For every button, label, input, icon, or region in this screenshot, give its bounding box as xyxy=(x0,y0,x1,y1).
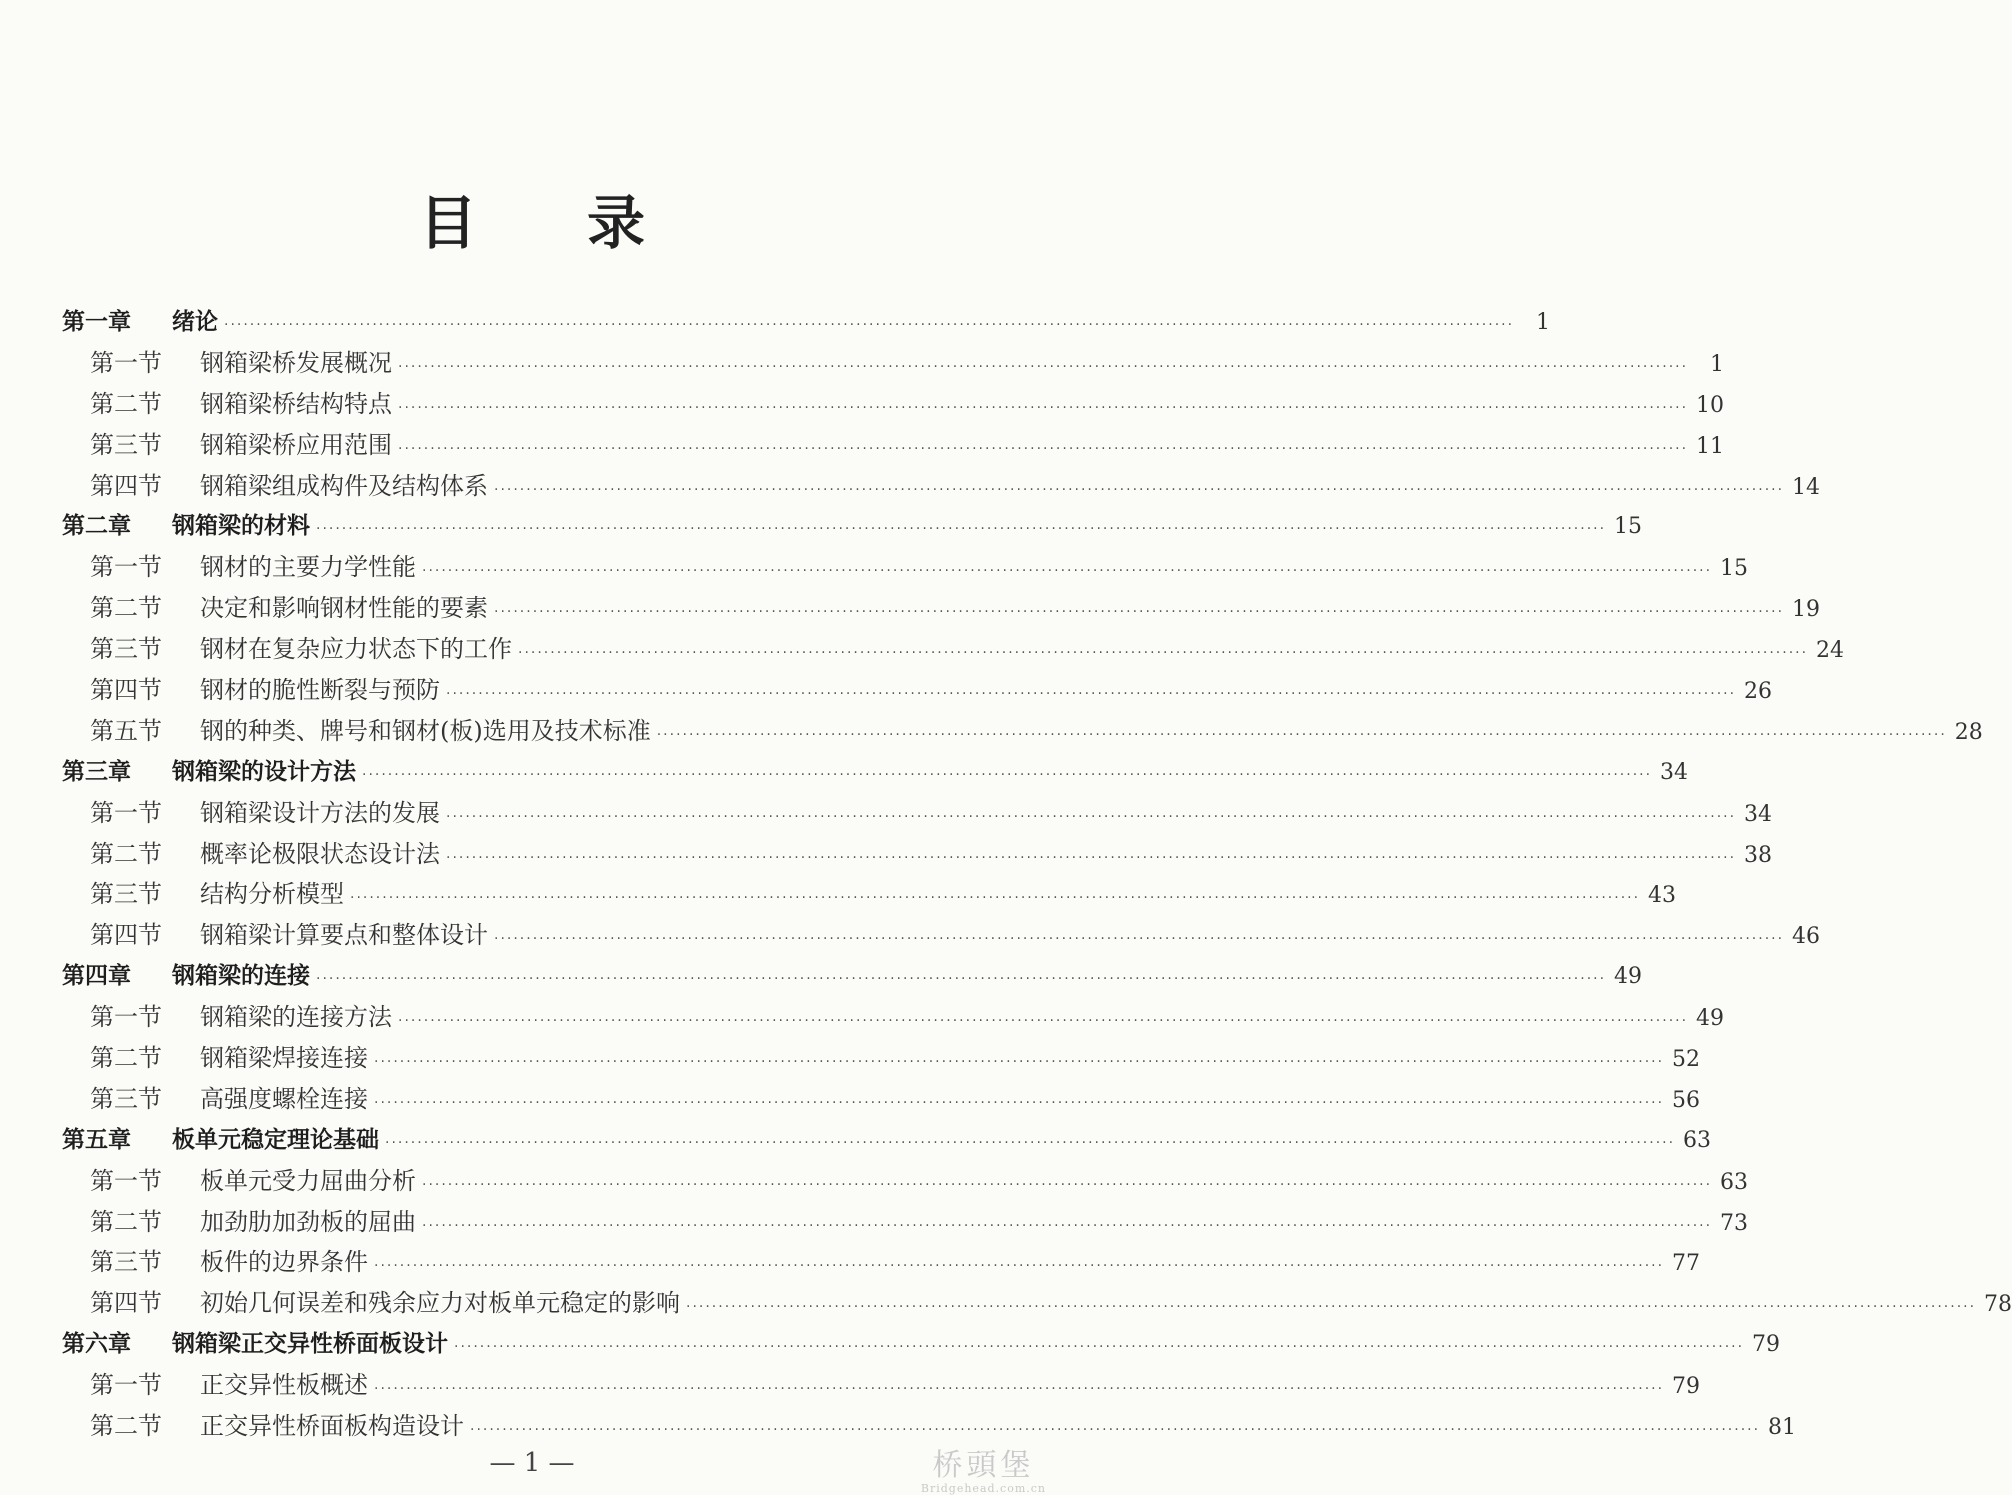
dot-leader: ········································································································································································································ xyxy=(422,563,1713,580)
dot-leader: ········································································································································································································ xyxy=(494,604,1785,621)
watermark-logo xyxy=(921,1440,1046,1495)
toc-entry-label: 第五节 xyxy=(90,716,162,745)
toc-entry-label: 第二节 xyxy=(90,1044,162,1073)
toc-chapter-row[interactable] xyxy=(62,506,1643,547)
dot-leader: ········································································································································································································ xyxy=(374,1054,1665,1071)
toc-entry-label: 第三节 xyxy=(90,1084,162,1113)
dot-leader: ········································································································································································································ xyxy=(454,1339,1745,1356)
toc-page-number: 78 xyxy=(1984,1292,2012,1318)
toc-entry-label: 第三节 xyxy=(90,430,162,459)
toc-section-row[interactable] xyxy=(62,997,1725,1038)
toc-entry-title: 正交异性板概述 xyxy=(200,1371,368,1400)
toc-entry-label: 第三节 xyxy=(90,880,162,909)
toc-entry-title: 决定和影响钢材性能的要素 xyxy=(200,594,488,623)
toc-entry-title: 钢箱梁焊接连接 xyxy=(200,1044,368,1073)
toc-entry-title: 初始几何误差和残余应力对板单元稳定的影响 xyxy=(200,1289,680,1318)
dot-leader: ········································································································································································································ xyxy=(656,726,1947,743)
toc-page-number: 14 xyxy=(1792,474,1821,500)
toc-page-number: 56 xyxy=(1672,1087,1701,1113)
toc-entry-label: 第一节 xyxy=(90,798,162,827)
toc-section-row[interactable] xyxy=(62,466,1821,507)
dot-leader: ········································································································································································································ xyxy=(398,399,1689,416)
toc-section-row[interactable] xyxy=(62,1242,1701,1283)
toc-entry-label: 第四节 xyxy=(90,1289,162,1318)
footer-page-number: — 1 — xyxy=(489,1448,575,1478)
toc-entry-title: 钢箱梁桥发展概况 xyxy=(200,348,392,377)
toc-entry-title: 加劲肋加劲板的屈曲 xyxy=(200,1207,416,1236)
toc-page-number: 81 xyxy=(1768,1415,1797,1441)
dot-leader: ········································································································································································································ xyxy=(470,1422,1761,1439)
dot-leader: ········································································································································································································ xyxy=(494,481,1785,498)
toc-entry-title: 钢的种类、牌号和钢材(板)选用及技术标准 xyxy=(200,716,651,745)
toc-page-number: 1 xyxy=(1536,310,1551,335)
toc-section-row[interactable] xyxy=(62,1365,1701,1406)
toc-entry-title: 钢箱梁组成构件及结构体系 xyxy=(200,471,488,500)
toc-page-number: 11 xyxy=(1696,433,1725,459)
toc-page-number: 73 xyxy=(1720,1210,1749,1236)
toc-page-number: 49 xyxy=(1614,964,1643,990)
toc-entry-title: 钢箱梁正交异性桥面板设计 xyxy=(172,1331,448,1358)
toc-entry-label: 第二节 xyxy=(90,1412,162,1441)
toc-section-row[interactable] xyxy=(62,915,1821,956)
toc-entry-title: 板单元稳定理论基础 xyxy=(172,1126,379,1153)
dot-leader: ········································································································································································································ xyxy=(374,1381,1665,1398)
toc-page-number: 63 xyxy=(1720,1169,1749,1195)
toc-entry-title: 钢箱梁的连接方法 xyxy=(200,1003,392,1032)
toc-entry-label: 第六章 xyxy=(62,1331,131,1358)
toc-entry-label: 第一节 xyxy=(90,1166,162,1195)
toc-entry-title: 结构分析模型 xyxy=(200,880,344,909)
toc-entry-label: 第一节 xyxy=(90,553,162,582)
dot-leader: ········································································································································································································ xyxy=(350,890,1641,907)
toc-page-number: 15 xyxy=(1720,556,1749,582)
toc-page-number: 49 xyxy=(1696,1006,1725,1032)
toc-entry-label: 第四节 xyxy=(90,471,162,500)
toc-entry-label: 第四章 xyxy=(62,963,131,990)
toc-page-number: 26 xyxy=(1744,679,1773,705)
toc-entry-label: 第一章 xyxy=(62,309,131,335)
watermark-url: Bridgehead.com.cn xyxy=(920,1482,1046,1495)
toc-section-row[interactable] xyxy=(62,874,1677,915)
toc-entry-title: 高强度螺栓连接 xyxy=(200,1084,368,1113)
toc-page-number: 79 xyxy=(1752,1332,1781,1358)
toc-entry-label: 第一节 xyxy=(90,1003,162,1032)
toc-chapter-row[interactable] xyxy=(62,752,1689,793)
dot-leader: ········································································································································································································ xyxy=(398,358,1689,375)
toc-entry-label: 第二节 xyxy=(90,839,162,868)
toc-page-number: 63 xyxy=(1683,1127,1712,1153)
toc-page-number: 15 xyxy=(1614,514,1643,540)
toc-page-number: 79 xyxy=(1672,1374,1701,1400)
dot-leader: ········································································································································································································ xyxy=(374,1258,1665,1275)
toc-section-row[interactable] xyxy=(62,425,1725,466)
toc-chapter-row[interactable] xyxy=(62,1324,1781,1365)
toc-entry-label: 第五章 xyxy=(62,1126,131,1153)
toc-chapter-row[interactable] xyxy=(62,302,1551,343)
toc-entry-title: 钢箱梁桥结构特点 xyxy=(200,389,392,418)
toc-section-row[interactable] xyxy=(62,343,1725,384)
dot-leader: ········································································································································································································ xyxy=(446,808,1737,825)
toc-entry-title: 钢材的主要力学性能 xyxy=(200,553,416,582)
toc-chapter-row[interactable] xyxy=(62,956,1643,997)
title-char-1: 目 xyxy=(418,189,477,257)
toc-page-number: 34 xyxy=(1660,759,1689,785)
toc-entry-title: 钢箱梁的连接 xyxy=(172,963,310,990)
toc-section-row[interactable] xyxy=(62,1038,1701,1079)
toc-entry-title: 钢箱梁设计方法的发展 xyxy=(200,798,440,827)
toc-section-row[interactable] xyxy=(62,834,1773,875)
toc-entry-title: 钢箱梁的材料 xyxy=(172,513,310,540)
toc-section-row[interactable] xyxy=(62,1406,1797,1447)
toc-section-row[interactable] xyxy=(62,1161,1749,1202)
toc-entry-label: 第二节 xyxy=(90,389,162,418)
toc-section-row[interactable] xyxy=(62,711,1983,752)
title-char-2: 录 xyxy=(587,189,646,257)
toc-entry-title: 板单元受力屈曲分析 xyxy=(200,1166,416,1195)
toc-page-number: 43 xyxy=(1648,883,1677,909)
toc-page-number: 34 xyxy=(1744,801,1773,827)
toc-section-row[interactable] xyxy=(62,588,1821,629)
table-of-contents xyxy=(62,302,2012,1447)
toc-entry-label: 第二章 xyxy=(62,513,131,540)
toc-entry-label: 第三节 xyxy=(90,635,162,664)
dot-leader: ········································································································································································································ xyxy=(686,1299,1977,1316)
toc-entry-title: 钢箱梁桥应用范围 xyxy=(200,430,392,459)
toc-entry-label: 第二节 xyxy=(90,594,162,623)
toc-section-row[interactable] xyxy=(62,670,1773,711)
toc-section-row[interactable] xyxy=(62,1202,1749,1243)
toc-section-row[interactable] xyxy=(62,629,1845,670)
dot-leader: ········································································································································································································ xyxy=(446,849,1737,866)
toc-page-number: 19 xyxy=(1792,597,1821,623)
toc-entry-label: 第一节 xyxy=(90,348,162,377)
dot-leader: ········································································································································································································ xyxy=(224,317,1515,333)
dot-leader: ········································································································································································································ xyxy=(316,521,1607,538)
toc-page-number: 46 xyxy=(1792,924,1821,950)
dot-leader: ········································································································································································································ xyxy=(362,766,1653,783)
dot-leader: ········································································································································································································ xyxy=(494,931,1785,948)
toc-entry-title: 钢材在复杂应力状态下的工作 xyxy=(200,635,512,664)
dot-leader: ········································································································································································································ xyxy=(385,1134,1676,1151)
dot-leader: ········································································································································································································ xyxy=(398,440,1689,457)
toc-section-row[interactable] xyxy=(62,384,1725,425)
dot-leader: ········································································································································································································ xyxy=(446,686,1737,703)
toc-section-row[interactable] xyxy=(62,1079,1701,1120)
toc-section-row[interactable] xyxy=(62,1283,2012,1324)
toc-entry-title: 钢箱梁的设计方法 xyxy=(172,758,356,785)
toc-page-number: 24 xyxy=(1816,638,1845,664)
toc-section-row[interactable] xyxy=(62,547,1749,588)
toc-entry-title: 正交异性桥面板构造设计 xyxy=(200,1412,464,1441)
toc-entry-title: 板件的边界条件 xyxy=(200,1248,368,1277)
toc-entry-label: 第一节 xyxy=(90,1371,162,1400)
toc-entry-label: 第三节 xyxy=(90,1248,162,1277)
toc-entry-label: 第二节 xyxy=(90,1207,162,1236)
toc-entry-label: 第四节 xyxy=(90,921,162,950)
toc-page-number: 28 xyxy=(1954,719,1983,745)
dot-leader: ········································································································································································································ xyxy=(422,1176,1713,1193)
toc-page-number: 1 xyxy=(1710,351,1725,377)
toc-entry-title: 绪论 xyxy=(172,309,218,335)
dot-leader: ········································································································································································································ xyxy=(422,1217,1713,1234)
toc-page-number: 10 xyxy=(1696,392,1725,418)
dot-leader: ········································································································································································································ xyxy=(398,1013,1689,1030)
watermark-text: 桥頭堡 xyxy=(932,1448,1035,1483)
toc-entry-title: 钢箱梁计算要点和整体设计 xyxy=(200,921,488,950)
dot-leader: ········································································································································································································ xyxy=(316,971,1607,988)
toc-page-number: 38 xyxy=(1744,842,1773,868)
dot-leader: ········································································································································································································ xyxy=(374,1094,1665,1111)
dot-leader: ········································································································································································································ xyxy=(518,645,1809,662)
toc-entry-label: 第四节 xyxy=(90,676,162,705)
toc-chapter-row[interactable] xyxy=(62,1120,1712,1161)
toc-entry-title: 概率论极限状态设计法 xyxy=(200,839,440,868)
toc-page-number: 52 xyxy=(1672,1047,1701,1073)
toc-section-row[interactable] xyxy=(62,793,1773,834)
toc-entry-title: 钢材的脆性断裂与预防 xyxy=(200,676,440,705)
page-title xyxy=(0,176,1064,260)
toc-page-number: 77 xyxy=(1672,1251,1701,1277)
toc-entry-label: 第三章 xyxy=(62,758,131,785)
